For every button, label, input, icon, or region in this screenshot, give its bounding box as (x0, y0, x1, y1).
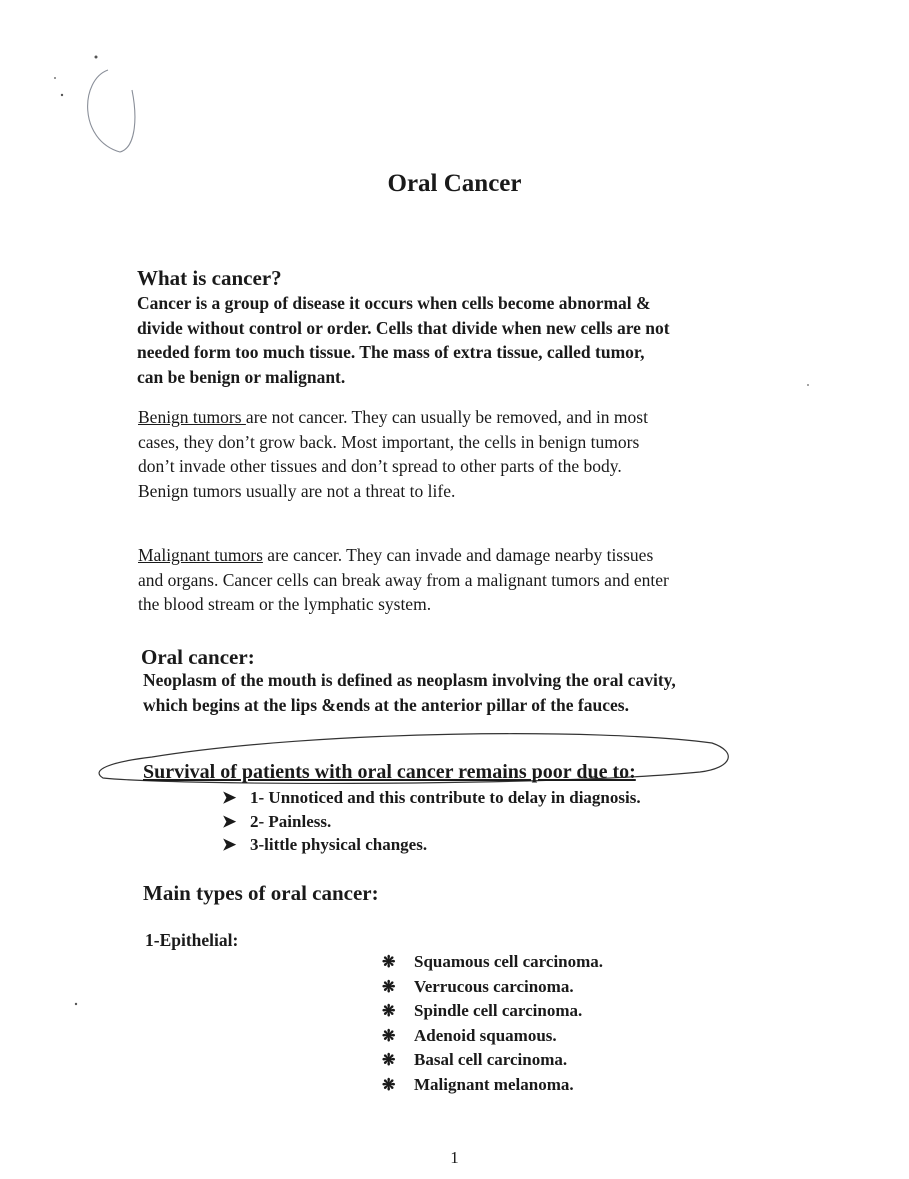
epithelial-types-list (382, 950, 603, 1097)
flower-bullet-icon: ❋ (382, 1076, 396, 1094)
text-line: which begins at the lips &ends at the anterior pillar of the fauces. (143, 694, 629, 715)
list-item: ➤ 1- Unnoticed and this contribute to delay in diagnosis. (222, 786, 641, 810)
text-line: and organs. Cancer cells can break away from a malignant tumors and enter (138, 569, 669, 590)
arrow-bullet-icon: ➤ (222, 811, 237, 831)
survival-heading: Survival of patients with oral cancer remains poor due to: (143, 761, 636, 783)
text-line: needed form too much tissue. The mass of extra tissue, called tumor, (137, 342, 645, 362)
benign-tumors-paragraph (138, 405, 772, 503)
survival-list (222, 786, 641, 857)
flower-bullet-icon: ❋ (382, 954, 396, 971)
text-line: Benign tumors usually are not a threat to life. (138, 480, 456, 501)
list-item: ❋ Spindle cell carcinoma. (382, 999, 603, 1024)
flower-bullet-icon: ❋ (382, 1027, 396, 1045)
malignant-term: Malignant tumors (138, 545, 263, 565)
flower-bullet-icon: ❋ (382, 1052, 396, 1069)
page-title: Oral Cancer (387, 170, 522, 197)
list-item: ❋ Basal cell carcinoma. (382, 1048, 603, 1073)
arrow-bullet-icon: ➤ (222, 835, 237, 854)
text-line: Neoplasm of the mouth is defined as neoplasm involving the oral cavity, (143, 670, 676, 690)
text-line: Cancer is a group of disease it occurs when cells become abnormal & (137, 293, 651, 313)
oral-cancer-definition (143, 668, 779, 717)
flower-bullet-icon: ❋ (382, 978, 396, 996)
list-item: ❋ Malignant melanoma. (382, 1073, 603, 1098)
text-line: can be benign or malignant. (137, 366, 346, 387)
text-line: the blood stream or the lymphatic system. (138, 594, 432, 614)
text-line: divide without control or order. Cells that divide when new cells are not (137, 317, 670, 338)
malignant-tumors-paragraph (138, 543, 772, 617)
arrow-bullet-icon: ➤ (222, 788, 237, 807)
list-item: ➤ 3-little physical changes. (222, 833, 641, 857)
what-is-cancer-paragraph (137, 291, 771, 389)
list-item: ➤ 2- Painless. (222, 810, 641, 834)
page-number: 1 (450, 1148, 459, 1167)
text-line: Malignant tumors are cancer. They can invade and damage nearby tissues (138, 545, 654, 565)
benign-term: Benign tumors (138, 407, 246, 427)
flower-bullet-icon: ❋ (382, 1003, 396, 1020)
list-item: ❋ Squamous cell carcinoma. (382, 950, 603, 975)
text-line: cases, they don’t grow back. Most important, the cells in benign tumors (138, 431, 640, 452)
list-item: ❋ Verrucous carcinoma. (382, 975, 603, 1000)
what-is-cancer-heading: What is cancer? (137, 266, 282, 290)
text-line: Benign tumors are not cancer. They can usually be removed, and in most (138, 407, 648, 427)
oral-cancer-heading: Oral cancer: (141, 645, 255, 669)
main-types-heading: Main types of oral cancer: (143, 881, 379, 905)
epithelial-subheading: 1-Epithelial: (145, 930, 239, 950)
list-item: ❋ Adenoid squamous. (382, 1024, 603, 1049)
text-line: don’t invade other tissues and don’t spread to other parts of the body. (138, 456, 622, 476)
